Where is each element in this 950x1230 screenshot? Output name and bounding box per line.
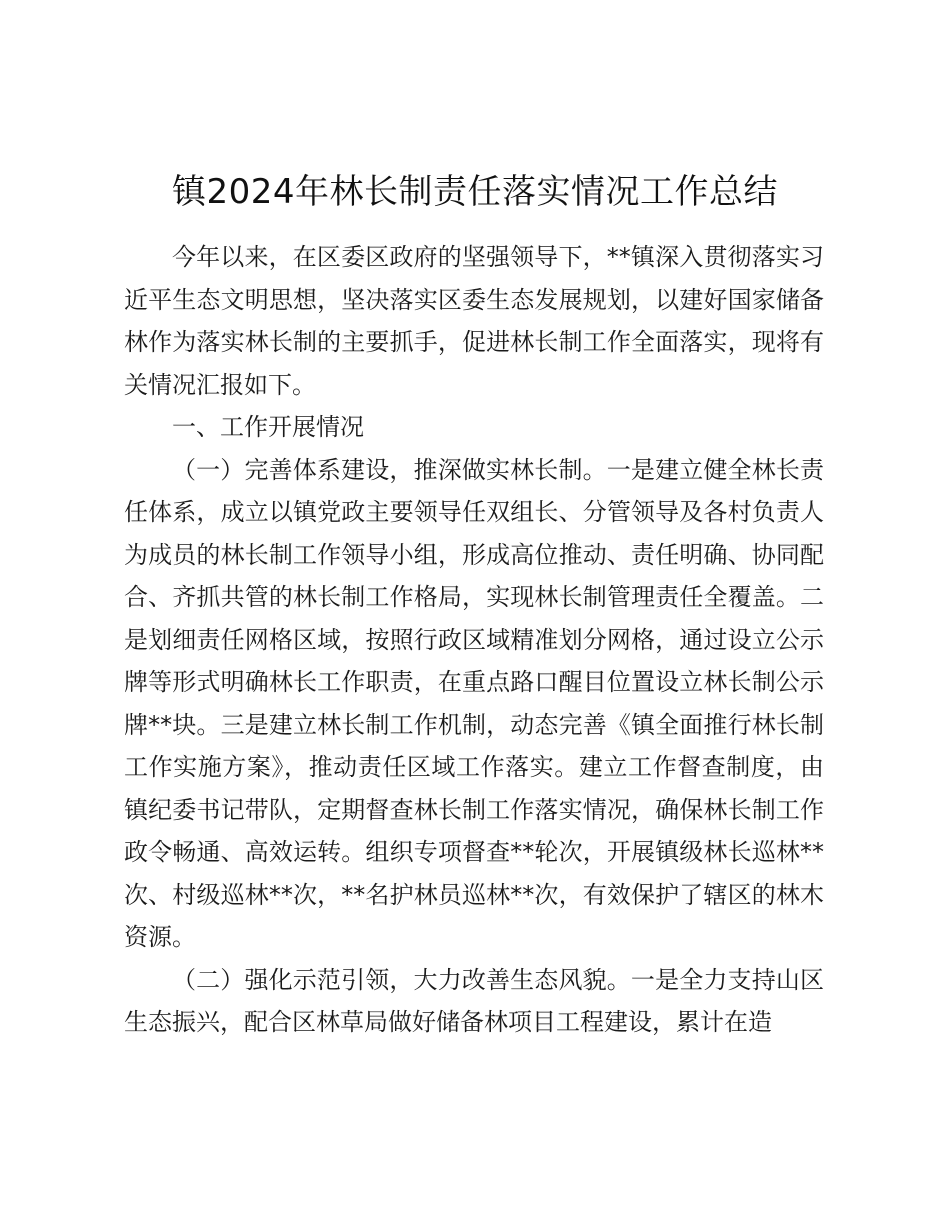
subsection-2-paragraph: （二）强化示范引领，大力改善生态风貌。一是全力支持山区生态振兴，配合区林草局做好储备林项目工程建设，累计在造: [124, 965, 824, 1036]
subsection-1-paragraph: （一）完善体系建设，推深做实林长制。一是建立健全林长责任体系，成立以镇党政主要领导任双组长、分管领导及各村负责人为成员的林长制工作领导小组，形成高位推动、责任明确、协同配合、齐抓共管的林长制工作格局，实现林长制管理责任全覆盖。二是划细责任网格区域，按照行政区域精准划分网格，通过设立公示牌等形式明确林长工作职责，在重点路口醒目位置设立林长制公示牌**块。三是建立林长制工作机制，动态完善《镇全面推行林长制工作实施方案》，推动责任区域工作落实。建立工作督查制度，由镇纪委书记带队，定期督查林长制工作落实情况，确保林长制工作政令畅通、高效运转。组织专项督查**轮次，开展镇级林长巡林**次、村级巡林**次，**名护林员巡林**次，有效保护了辖区的林木资源。: [124, 455, 824, 951]
intro-paragraph: 今年以来，在区委区政府的坚强领导下，**镇深入贯彻落实习近平生态文明思想，坚决落实区委生态发展规划，以建好国家储备林作为落实林长制的主要抓手，促进林长制工作全面落实，现将有关情况汇报如下。: [124, 243, 824, 399]
document-body: [124, 236, 824, 1044]
section-heading: 一、工作开展情况: [172, 413, 364, 441]
document-title: 镇2024年林长制责任落实情况工作总结: [171, 172, 779, 212]
